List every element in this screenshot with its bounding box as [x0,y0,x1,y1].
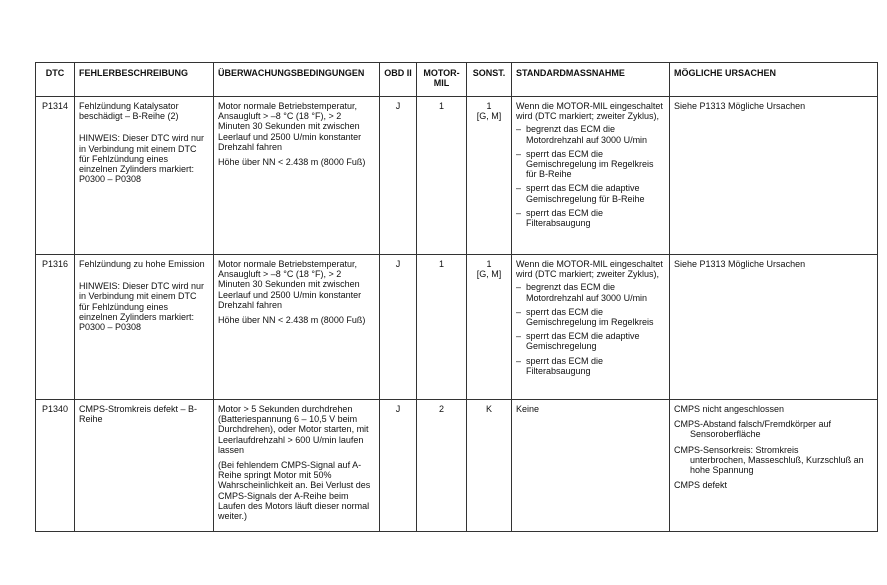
header-motor-mil: MOTOR- MIL [417,63,467,97]
massnahme-cell [512,97,670,255]
header-ursachen: MÖGLICHE URSACHEN [670,63,878,97]
ursache-rest: unterbrochen, Masseschluß, Kurzschluß an hohe Spannung [690,454,864,476]
ursache-head: CMPS defekt [674,480,728,491]
fehlerbeschreibung: CMPS-Stromkreis defekt – B-Reihe [79,404,198,425]
header-bedingungen: ÜBERWACHUNGSBEDINGUNGEN [214,63,380,97]
list-item: – sperrt das ECM die Gemischregelung im Regelkreis für B-Reihe [516,149,665,180]
fehlerbeschreibung: Fehlzündung zu hohe Emission [79,259,205,269]
ursache-item [674,404,873,414]
fehlerbeschreibung-cell [75,400,214,532]
bedingungen-cell [214,97,380,255]
bedingungen-cell [214,400,380,532]
sonst-codes: [G, M] [476,269,502,280]
dtc-code: P1340 [36,400,75,532]
massnahme-text: Keine [512,400,670,532]
list-item: – begrenzt das ECM die Motordrehzahl auf 3000 U/min [516,282,665,302]
fehlerbeschreibung: Fehlzündung Katalysator beschädigt – B-Reihe (2) [79,101,179,122]
table-row [36,97,878,255]
fehlerbeschreibung-cell [75,255,214,400]
bedingungen-cell [214,255,380,400]
ursachen-cell [670,400,878,532]
sonst-value: 1 [486,259,492,269]
header-beschreibung: FEHLERBESCHREIBUNG [75,63,214,97]
sonst-cell [467,400,512,532]
bedingungen-hinweis: (Bei fehlendem CMPS-Signal auf A-Reihe springt Motor mit 50% Wahrscheinlichkeit an. Bei Verlust des CMPS-Signals der A-Reihe beim Laufen des Motors läuft dieser normal weiter.) [218,460,371,522]
sonst-value: 1 [486,101,492,111]
massnahme-intro: Wenn die MOTOR-MIL eingeschaltet wird (DTC markiert; zweiter Zyklus), [516,259,663,280]
list-item: – sperrt das ECM die adaptive Gemischregelung für B-Reihe [516,183,665,203]
mil-value: 2 [417,400,467,532]
sonst-codes: [G, M] [476,111,502,122]
hinweis-text: HINWEIS: Dieser DTC wird nur in Verbindung mit einem DTC für Fehlzündung eines einzelnen Zylinders markiert: P0300 – P0308 [79,133,205,185]
bedingungen-text: Motor normale Betriebstemperatur, Ansaugluft > –8 °C (18 °F), > 2 Minuten 30 Sekunden mit zwischen Leerlauf und 2500 U/min konstanter Drehzahl fahren [218,259,362,310]
dtc-code: P1316 [36,255,75,400]
bedingungen-hoehe: Höhe über NN < 2.438 m (8000 Fuß) [218,157,366,168]
ursache-head: CMPS-Abstand falsch/Fremdkörper auf [674,419,832,430]
ursache-head: CMPS nicht angeschlossen [674,404,785,414]
ursache-item [674,480,873,490]
header-sonst: SONST. [467,63,512,97]
massnahme-intro: Wenn die MOTOR-MIL eingeschaltet wird (DTC markiert; zweiter Zyklus), [516,101,663,122]
obd-value: J [380,400,417,532]
table-row [36,400,878,532]
dtc-table [35,62,878,532]
ursache-item [674,419,873,439]
header-row [36,63,878,97]
table-row [36,255,878,400]
sonst-value: K [485,404,492,414]
massnahme-list [516,124,665,228]
list-item: – sperrt das ECM die Gemischregelung im Regelkreis [516,307,665,327]
mil-value: 1 [417,255,467,400]
ursachen-text: Siehe P1313 Mögliche Ursachen [670,255,878,400]
obd-value: J [380,97,417,255]
ursache-head: CMPS-Sensorkreis: Stromkreis [674,444,799,455]
list-item: – sperrt das ECM die adaptive Gemischregelung [516,331,665,351]
ursache-item [674,445,873,476]
ursachen-text: Siehe P1313 Mögliche Ursachen [670,97,878,255]
list-item: – begrenzt das ECM die Motordrehzahl auf 3000 U/min [516,124,665,144]
massnahme-cell [512,255,670,400]
sonst-cell [467,255,512,400]
obd-value: J [380,255,417,400]
header-obd: OBD II [380,63,417,97]
list-item: – sperrt das ECM die Filterabsaugung [516,356,665,376]
dtc-code: P1314 [36,97,75,255]
massnahme-list [516,282,665,376]
fehlerbeschreibung-cell [75,97,214,255]
list-item: – sperrt das ECM die Filterabsaugung [516,208,665,228]
ursache-rest: Sensoroberfläche [690,429,761,440]
bedingungen-text: Motor > 5 Sekunden durchdrehen (Batteriespannung 6 – 10,5 V beim Durchdrehen), oder Motor starten, mit Leerlaufdrehzahl > 600 U/min laufen lassen [218,404,369,455]
header-massnahme: STANDARDMASSNAHME [512,63,670,97]
sonst-cell [467,97,512,255]
bedingungen-text: Motor normale Betriebstemperatur, Ansaugluft > –8 °C (18 °F), > 2 Minuten 30 Sekunden mit zwischen Leerlauf und 2500 U/min konstanter Drehzahl fahren [218,101,362,152]
hinweis-text: HINWEIS: Dieser DTC wird nur in Verbindung mit einem DTC für Fehlzündung eines einzelnen Zylinders markiert: P0300 – P0308 [79,281,205,333]
mil-value: 1 [417,97,467,255]
bedingungen-hoehe: Höhe über NN < 2.438 m (8000 Fuß) [218,315,366,326]
header-dtc: DTC [36,63,75,97]
